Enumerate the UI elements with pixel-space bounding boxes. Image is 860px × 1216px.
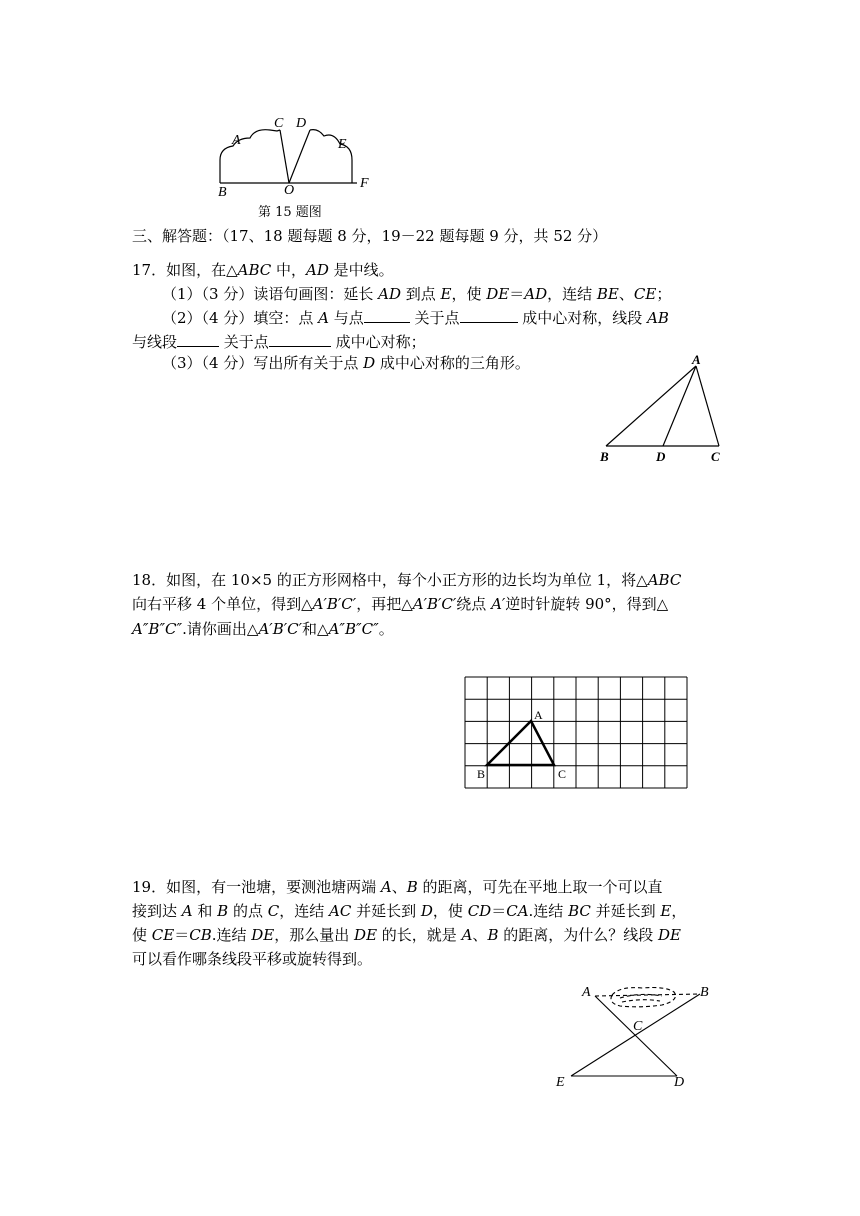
q19-line1: 19．如图，有一池塘，要测池塘两端 A、B 的距离，可先在平地上取一个可以直 [132,878,663,896]
q17-part3: （3）（4 分）写出所有关于点 D 成中心对称的三角形。 [162,354,530,372]
fig15-label-o: O [284,183,295,198]
segment-oc [280,130,289,183]
q17-blank-center-2[interactable] [269,330,331,347]
q19-pond-figure [550,978,720,1093]
fig15-label-f: F [360,176,369,191]
q19-label-e: E [556,1075,565,1090]
fig15-label-c: C [274,116,284,131]
q17-blank-center-1[interactable] [460,306,518,323]
q17-part2: （2）（4 分）填空：点 A 与点 关于点 成中心对称，线段 AB [162,306,669,328]
fig15-label-a: A [232,133,241,148]
fig15-label-b: B [218,185,227,200]
q18-line3: A″B″C″.请你画出△A′B′C′和△A″B″C″。 [132,620,394,638]
q17-part1: （1）（3 分）读语句画图：延长 AD 到点 E，使 DE＝AD，连结 BE、CE； [162,285,672,303]
fig15-label-d: D [296,116,307,131]
q18-line1: 18．如图，在 10×5 的正方形网格中，每个小正方形的边长均为单位 1，将△ABC [132,571,682,589]
q18-label-c: C [558,767,567,781]
q17-label-c: C [711,449,720,464]
q17-intro: 17．如图，在△ABC 中，AD 是中线。 [132,261,394,279]
q19-line3: 使 CE＝CB.连结 DE，那么量出 DE 的长，就是 A、B 的距离，为什么？线段 DE [132,926,681,944]
fig15-label-e: E [338,137,347,152]
q17-label-a: A [692,352,701,367]
q19-line2: 接到达 A 和 B 的点 C，连结 AC 并延长到 D，使 CD＝CA.连结 BC 并延长到 E， [132,902,687,920]
segment-ac [696,366,719,446]
q18-label-b: B [477,767,486,781]
q18-grid [460,672,696,796]
q17-blank-segment[interactable] [177,330,219,347]
segment-od [289,130,310,183]
q17-label-d: D [656,449,666,464]
q19-label-a: A [582,985,591,1000]
triangle-abc [487,721,554,765]
q19-line4: 可以看作哪条线段平移或旋转得到。 [132,950,373,968]
q19-label-d: D [674,1075,685,1090]
segment-ab [606,366,696,446]
q18-line2: 向右平移 4 个单位，得到△A′B′C′，再把△A′B′C′绕点 A′逆时针旋转 90°，得到△ [132,595,669,613]
left-cloud-outline [220,130,280,183]
fig15-caption: 第 15 题图 [258,205,322,220]
q17-label-b: B [600,449,609,464]
q17-blank-point[interactable] [364,306,410,323]
segment-ad [595,996,677,1076]
q17-part2-cont: 与线段 关于点 成中心对称； [132,330,426,352]
section-heading: 三、解答题：（17、18 题每题 8 分，19－22 题每题 9 分，共 52 分） [132,227,608,245]
q19-label-b: B [700,985,709,1000]
q18-label-a: A [534,708,543,722]
q19-label-c: C [633,1019,643,1034]
figure-15 [200,110,390,205]
q17-triangle-figure [590,350,730,465]
segment-ad [663,366,696,446]
